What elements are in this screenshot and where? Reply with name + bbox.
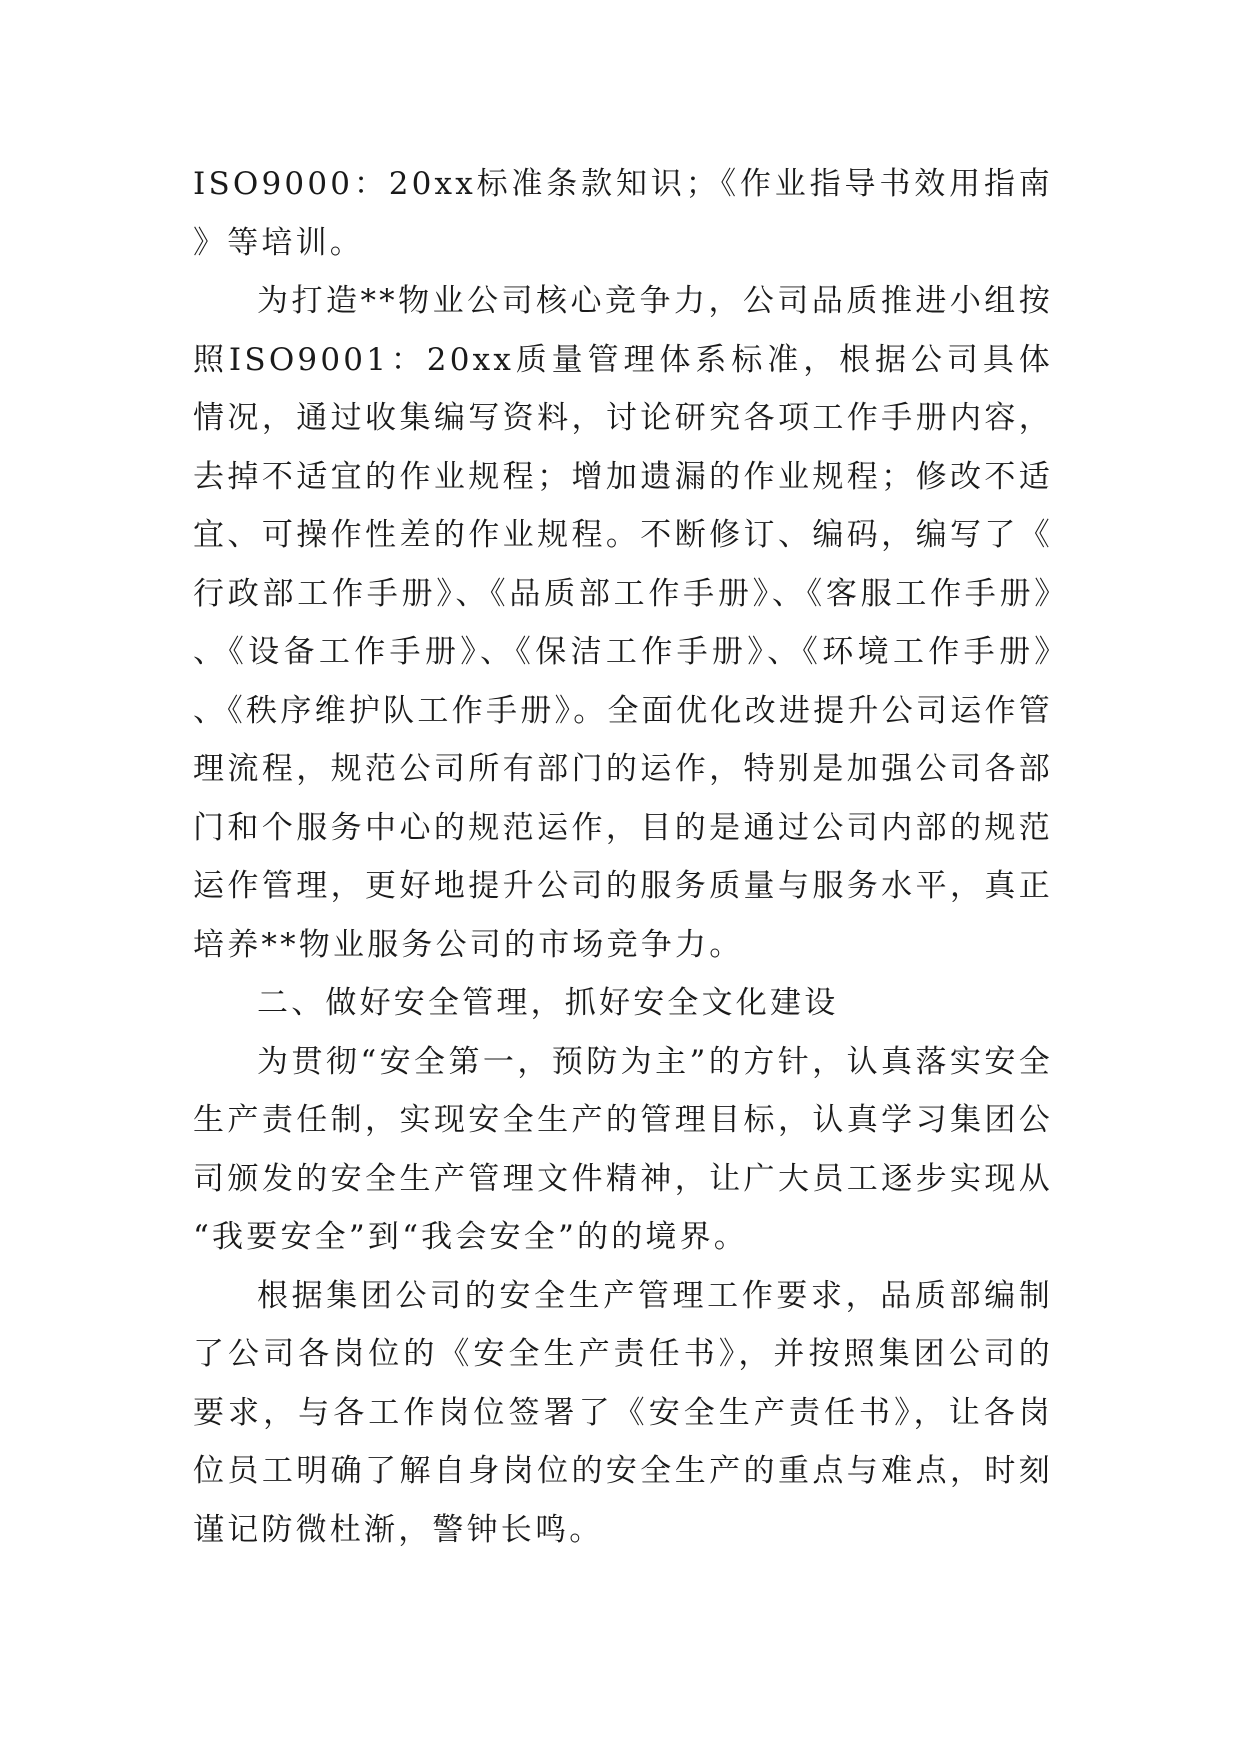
paragraph-work-manuals: 为打造**物业公司核心竞争力，公司品质推进小组按照ISO9001：20xx质量管理体系标准，根据公司具体情况，通过收集编写资料，讨论研究各项工作手册内容，去掉不适宜的作业规程；增加遗漏的作业规程；修改不适宜、可操作性差的作业规程。不断修订、编码，编写了《行政部工作手册》、《品质部工作手册》、《客服工作手册》、《设备工作手册》、《保洁工作手册》、《环境工作手册》、《秩序维护队工作手册》。全面优化改进提升公司运作管理流程，规范公司所有部门的运作，特别是加强公司各部门和个服务中心的规范运作，目的是通过公司内部的规范运作管理，更好地提升公司的服务质量与服务水平，真正培养**物业服务公司的市场竞争力。 — [193, 283, 1053, 963]
paragraph-safety-policy: 为贯彻“安全第一，预防为主”的方针，认真落实安全生产责任制，实现安全生产的管理目标，认真学习集团公司颁发的安全生产管理文件精神，让广大员工逐步实现从“我要安全”到“我会安全”的的境界。 — [193, 1043, 1053, 1255]
paragraph-training-continuation: ISO9000：20xx标准条款知识；《作业指导书效用指南》等培训。 — [193, 166, 1053, 261]
section-heading-safety: 二、做好安全管理，抓好安全文化建设 — [257, 985, 839, 1021]
document-body — [193, 155, 1053, 1559]
paragraph-safety-responsibility: 根据集团公司的安全生产管理工作要求，品质部编制了公司各岗位的《安全生产责任书》，并按照集团公司的要求，与各工作岗位签署了《安全生产责任书》，让各岗位员工明确了解自身岗位的安全生产的重点与难点，时刻谨记防微杜渐，警钟长鸣。 — [193, 1277, 1053, 1548]
